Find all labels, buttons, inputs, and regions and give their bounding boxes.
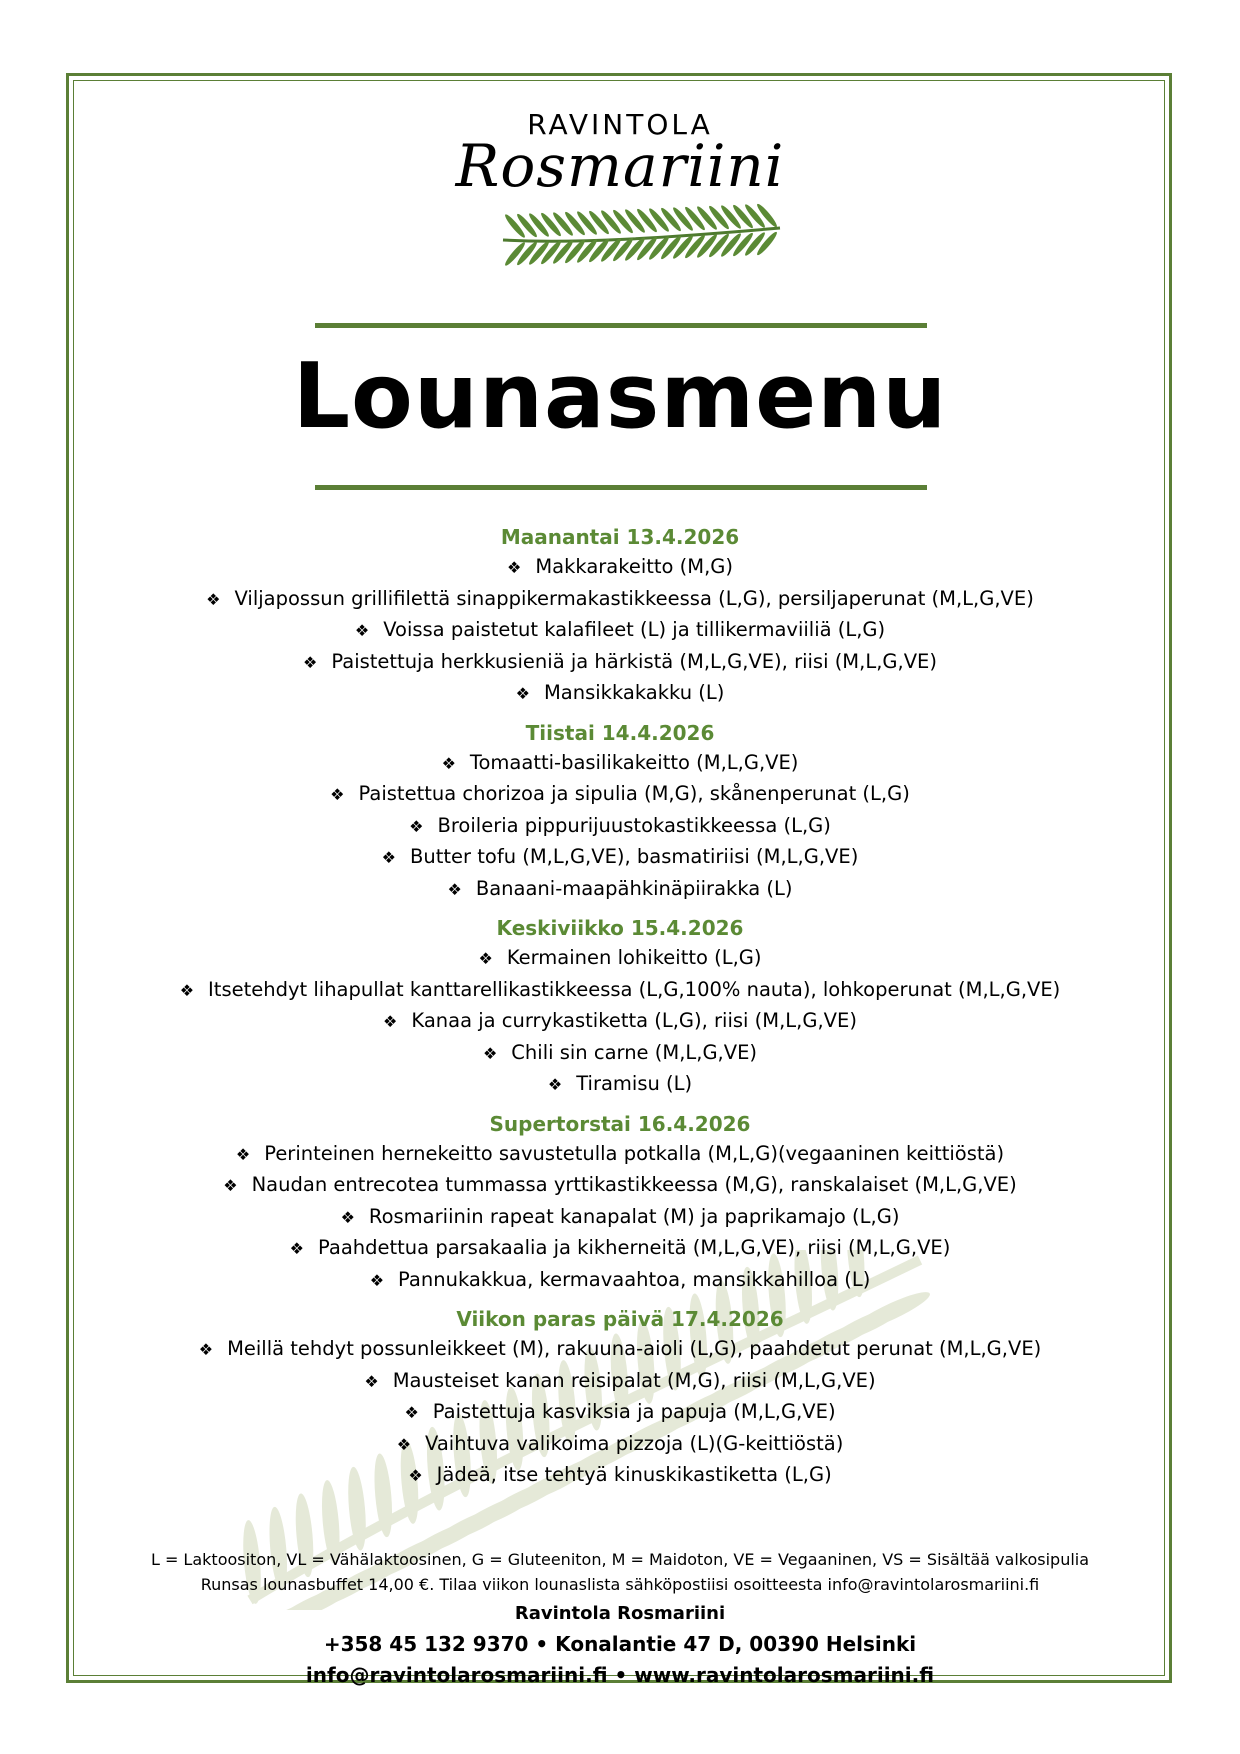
logo-script-text: Rosmariini [455,132,785,200]
day-title: Keskiviikko 15.4.2026 [496,916,744,940]
menu-item-text: Kermainen lohikeitto (L,G) [506,946,762,969]
footer-contact: +358 45 132 9370 • Konalantie 47 D, 00390 Helsinki [323,1632,917,1656]
diamond-bullet-icon: ❖ [354,621,370,640]
page-title: Lounasmenu [292,344,948,449]
menu-item-text: Mansikkakakku (L) [543,681,725,704]
day-section [120,913,1120,1101]
menu-item-text: Pannukakkua, kermavaahtoa, mansikkahilloa (L) [398,1267,871,1291]
menu-item-text: Rosmariinin rapeat kanapalat (M) ja paprikamajo (L,G) [368,1204,900,1228]
diamond-bullet-icon: ❖ [383,1012,398,1031]
menu-item [120,779,1120,811]
diamond-bullet-icon: ❖ [340,1207,355,1227]
title-rule-bottom [315,485,927,490]
allergen-legend: L = Laktoositon, VL = Vähälaktoosinen, G = Gluteeniton, M = Maidoton, VE = Vegaaninen, VS = Sisältää valkosipulia [150,1550,1090,1569]
day-title: Tiistai 14.4.2026 [525,720,715,745]
day-section [120,1304,1120,1492]
diamond-bullet-icon: ❖ [381,848,397,867]
diamond-bullet-icon: ❖ [289,1239,304,1258]
title-rule-top [315,323,927,328]
menu-item [120,874,1120,906]
diamond-bullet-icon: ❖ [478,949,493,968]
diamond-bullet-icon: ❖ [547,1075,563,1094]
day-title: Maanantai 13.4.2026 [500,525,740,549]
menu-item [120,615,1120,647]
diamond-bullet-icon: ❖ [364,1371,379,1391]
menu-item [120,811,1120,843]
menu-item-text: Meillä tehdyt possunleikkeet (M), rakuuna-aioli (L,G), paahdetut perunat (M,L,G,VE) [227,1337,1042,1360]
diamond-bullet-icon: ❖ [482,1043,498,1063]
menu-item-text: Vaihtuva valikoima pizzoja (L)(G-keittiöstä) [425,1431,844,1455]
diamond-bullet-icon: ❖ [441,753,456,773]
footer-web[interactable]: info@ravintolarosmariini.fi • www.ravintolarosmariini.fi [305,1663,935,1687]
day-title: Supertorstai 16.4.2026 [489,1111,751,1136]
diamond-bullet-icon: ❖ [330,785,345,804]
menu-item [120,943,1120,975]
menu-item-text: Viljapossun grillifilettä sinappikermakastikkeessa (L,G), persiljaperunat (M,L,G,VE) [234,586,1034,610]
footer-restaurant-name: Ravintola Rosmariini [514,1603,726,1624]
menu-item-text: Makkarakeitto (M,G) [535,555,734,578]
menu-list [120,522,1120,1500]
diamond-bullet-icon: ❖ [303,652,318,672]
day-section [120,718,1120,906]
menu-item-text: Naudan entrecotea tummassa yrttikastikkeessa (M,G), ranskalaiset (M,L,G,VE) [251,1173,1017,1196]
menu-item-text: Banaani-maapähkinäpiirakka (L) [475,876,793,900]
diamond-bullet-icon: ❖ [447,879,462,899]
diamond-bullet-icon: ❖ [409,816,424,836]
menu-item [120,1366,1120,1398]
diamond-bullet-icon: ❖ [515,684,530,703]
diamond-bullet-icon: ❖ [235,1144,251,1164]
diamond-bullet-icon: ❖ [198,1340,214,1359]
menu-item [120,1460,1120,1492]
day-section [120,1109,1120,1297]
diamond-bullet-icon: ❖ [404,1403,419,1422]
buffet-info: Runsas lounasbuffet 14,00 €. Tilaa viikon lounaslista sähköpostiisi osoitteesta info@ravintolarosmariini.fi [200,1575,1040,1594]
menu-item-text: Broileria pippurijuustokastikkeessa (L,G) [437,813,831,837]
menu-item [120,1139,1120,1171]
menu-item-text: Itsetehdyt lihapullat kanttarellikastikkeessa (L,G,100% nauta), lohkoperunat (M,L,G,VE) [208,977,1061,1001]
menu-item-text: Perinteinen hernekeitto savustetulla potkalla (M,L,G)(vegaaninen keittiöstä) [264,1141,1005,1165]
diamond-bullet-icon: ❖ [223,1176,238,1195]
menu-item [120,1265,1120,1297]
diamond-bullet-icon: ❖ [396,1434,412,1454]
menu-item [120,1397,1120,1429]
menu-item-text: Jädeä, itse tehtyä kinuskikastiketta (L,G) [436,1463,832,1486]
menu-item [120,1069,1120,1101]
menu-item [120,842,1120,874]
menu-item-text: Mausteiset kanan reisipalat (M,G), riisi (M,L,G,VE) [392,1368,876,1392]
menu-item [120,975,1120,1007]
rosemary-sprig-icon [495,200,785,290]
menu-item-text: Paistettuja herkkusieniä ja härkistä (M,L,G,VE), riisi (M,L,G,VE) [331,649,937,673]
menu-item-text: Paahdettua parsakaalia ja kikherneitä (M,L,G,VE), riisi (M,L,G,VE) [318,1236,951,1259]
menu-item-text: Butter tofu (M,L,G,VE), basmatiriisi (M,L,G,VE) [410,845,859,868]
menu-item [120,1202,1120,1234]
menu-item [120,1334,1120,1366]
diamond-bullet-icon: ❖ [369,1270,385,1290]
menu-item [120,552,1120,584]
menu-item [120,748,1120,780]
diamond-bullet-icon: ❖ [206,589,221,609]
menu-item-text: Paistettua chorizoa ja sipulia (M,G), skånenperunat (L,G) [358,782,910,805]
menu-item [120,1233,1120,1265]
menu-item [120,678,1120,710]
menu-item [120,647,1120,679]
menu-item [120,1170,1120,1202]
menu-item-text: Voissa paistetut kalafileet (L) ja tillikermaviiliä (L,G) [383,618,886,641]
diamond-bullet-icon: ❖ [506,558,522,577]
menu-item [120,1006,1120,1038]
day-section [120,522,1120,710]
menu-item-text: Tomaatti-basilikakeitto (M,L,G,VE) [469,750,799,774]
diamond-bullet-icon: ❖ [179,980,195,1000]
menu-item-text: Kanaa ja currykastiketta (L,G), riisi (M,L,G,VE) [411,1009,857,1032]
menu-item-text: Paistettuja kasviksia ja papuja (M,L,G,VE) [432,1400,836,1423]
day-title: Viikon paras päivä 17.4.2026 [456,1307,784,1331]
menu-item-text: Chili sin carne (M,L,G,VE) [511,1040,758,1064]
logo-top-text: RAVINTOLA [527,108,713,141]
menu-item [120,1429,1120,1461]
diamond-bullet-icon: ❖ [408,1466,423,1485]
menu-item [120,1038,1120,1070]
menu-item-text: Tiramisu (L) [576,1072,693,1095]
menu-item [120,584,1120,616]
